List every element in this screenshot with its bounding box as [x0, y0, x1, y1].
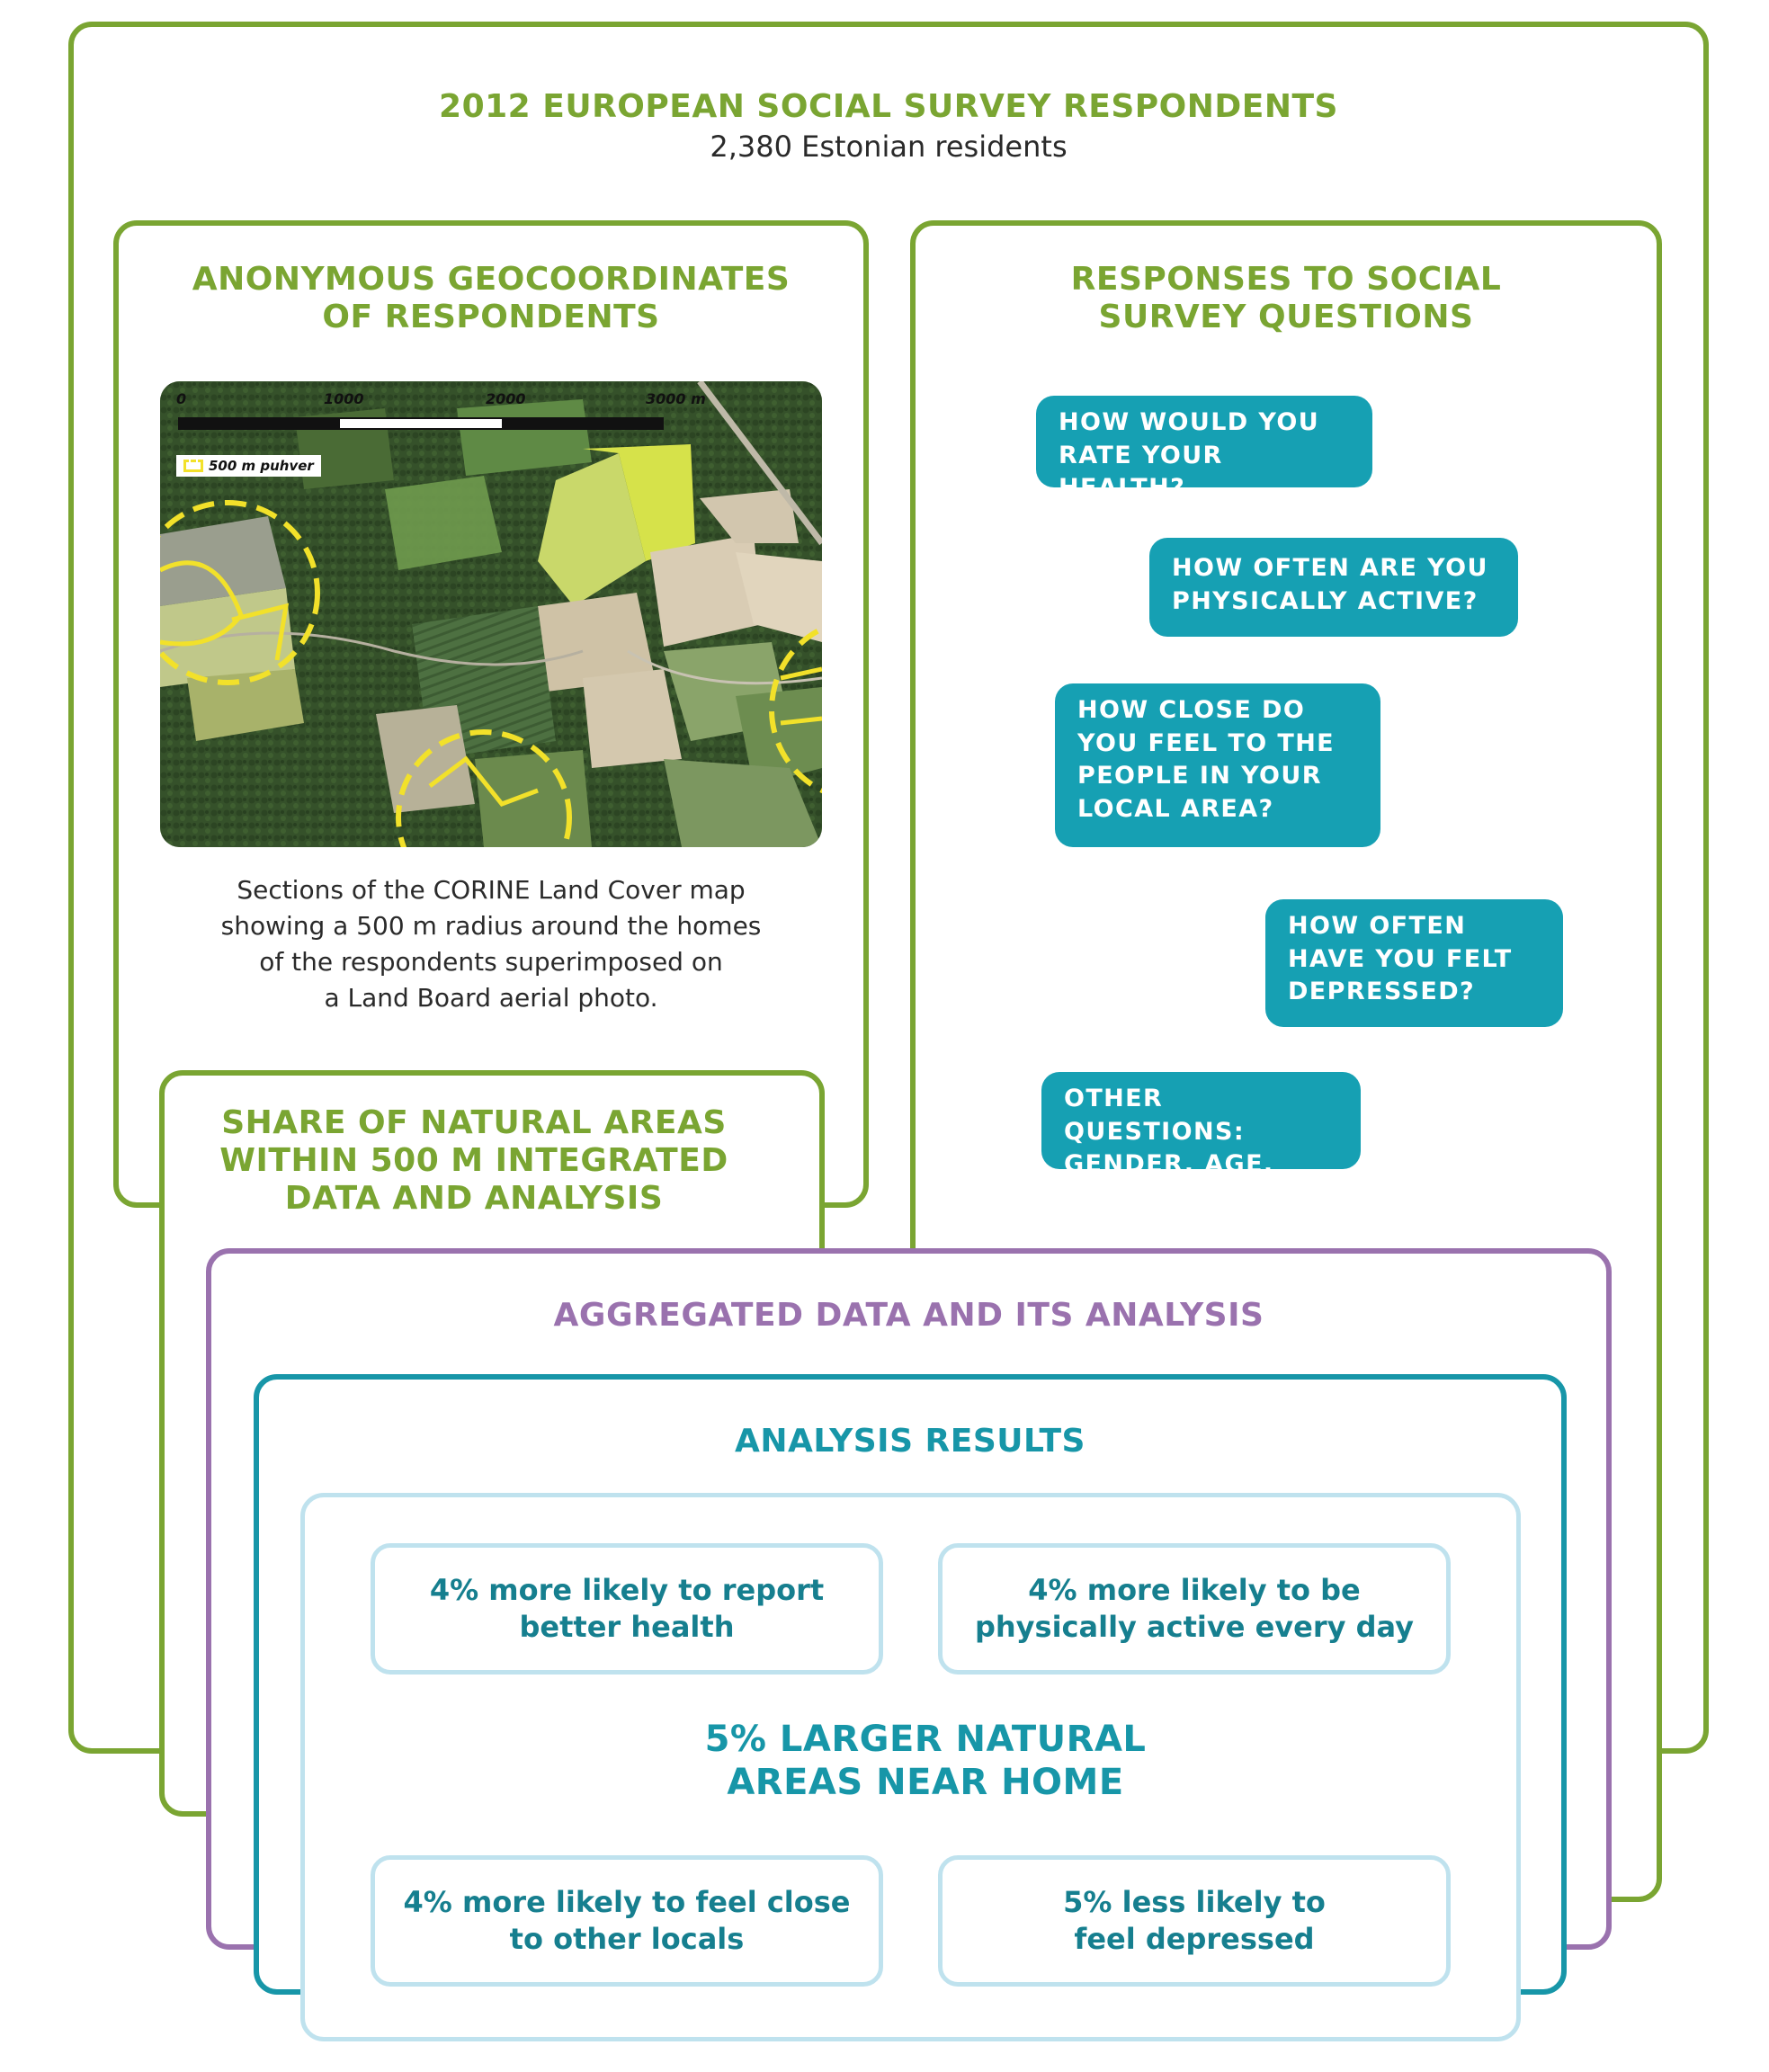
- buffer-legend-icon: [183, 460, 203, 472]
- scale-labels: [160, 390, 822, 417]
- legend-label: 500 m puhver: [209, 458, 314, 474]
- question-bubble-closeness: HOW CLOSE DO YOU FEEL TO THE PEOPLE IN YOUR LOCAL AREA?: [1055, 683, 1380, 847]
- result-less-depressed: 5% less likely to feel depressed: [938, 1855, 1451, 1987]
- scale-label-1000: 1000: [324, 390, 364, 407]
- aggregated-title: AGGREGATED DATA AND ITS ANALYSIS: [553, 1297, 1264, 1334]
- scale-label-0: 0: [176, 390, 187, 407]
- responses-title: RESPONSES TO SOCIAL SURVEY QUESTIONS: [1070, 261, 1502, 336]
- results-center-statement: 5% LARGER NATURAL AREAS NEAR HOME: [704, 1719, 1147, 1803]
- aerial-map: [160, 381, 822, 847]
- aerial-map-graphic: [160, 381, 822, 847]
- question-bubble-depression: HOW OFTEN HAVE YOU FELT DEPRESSED?: [1265, 899, 1563, 1027]
- question-bubble-health: HOW WOULD YOU RATE YOUR HEALTH?: [1036, 396, 1372, 487]
- scale-label-2000: 2000: [486, 390, 526, 407]
- question-bubble-activity: HOW OFTEN ARE YOU PHYSICALLY ACTIVE?: [1149, 538, 1518, 637]
- share-title: SHARE OF NATURAL AREAS WITHIN 500 M INTEGRATED DATA AND ANALYSIS: [219, 1104, 728, 1218]
- survey-title: 2012 EUROPEAN SOCIAL SURVEY RESPONDENTS: [439, 88, 1338, 125]
- result-close-to-locals: 4% more likely to feel close to other locals: [371, 1855, 883, 1987]
- survey-subtitle: 2,380 Estonian residents: [710, 130, 1068, 164]
- geo-title: ANONYMOUS GEOCOORDINATES OF RESPONDENTS: [192, 261, 791, 336]
- result-better-health: 4% more likely to report better health: [371, 1543, 883, 1675]
- question-bubble-other: OTHER QUESTIONS: GENDER, AGE, ETC.: [1041, 1072, 1361, 1169]
- map-caption: Sections of the CORINE Land Cover map showing a 500 m radius around the homes of the respondents superimposed on a Land Board aerial photo.: [220, 875, 762, 1014]
- map-legend: [176, 455, 321, 477]
- results-title: ANALYSIS RESULTS: [735, 1423, 1086, 1460]
- scale-label-3000: 3000 m: [646, 390, 706, 407]
- result-physically-active: 4% more likely to be physically active every day: [938, 1543, 1451, 1675]
